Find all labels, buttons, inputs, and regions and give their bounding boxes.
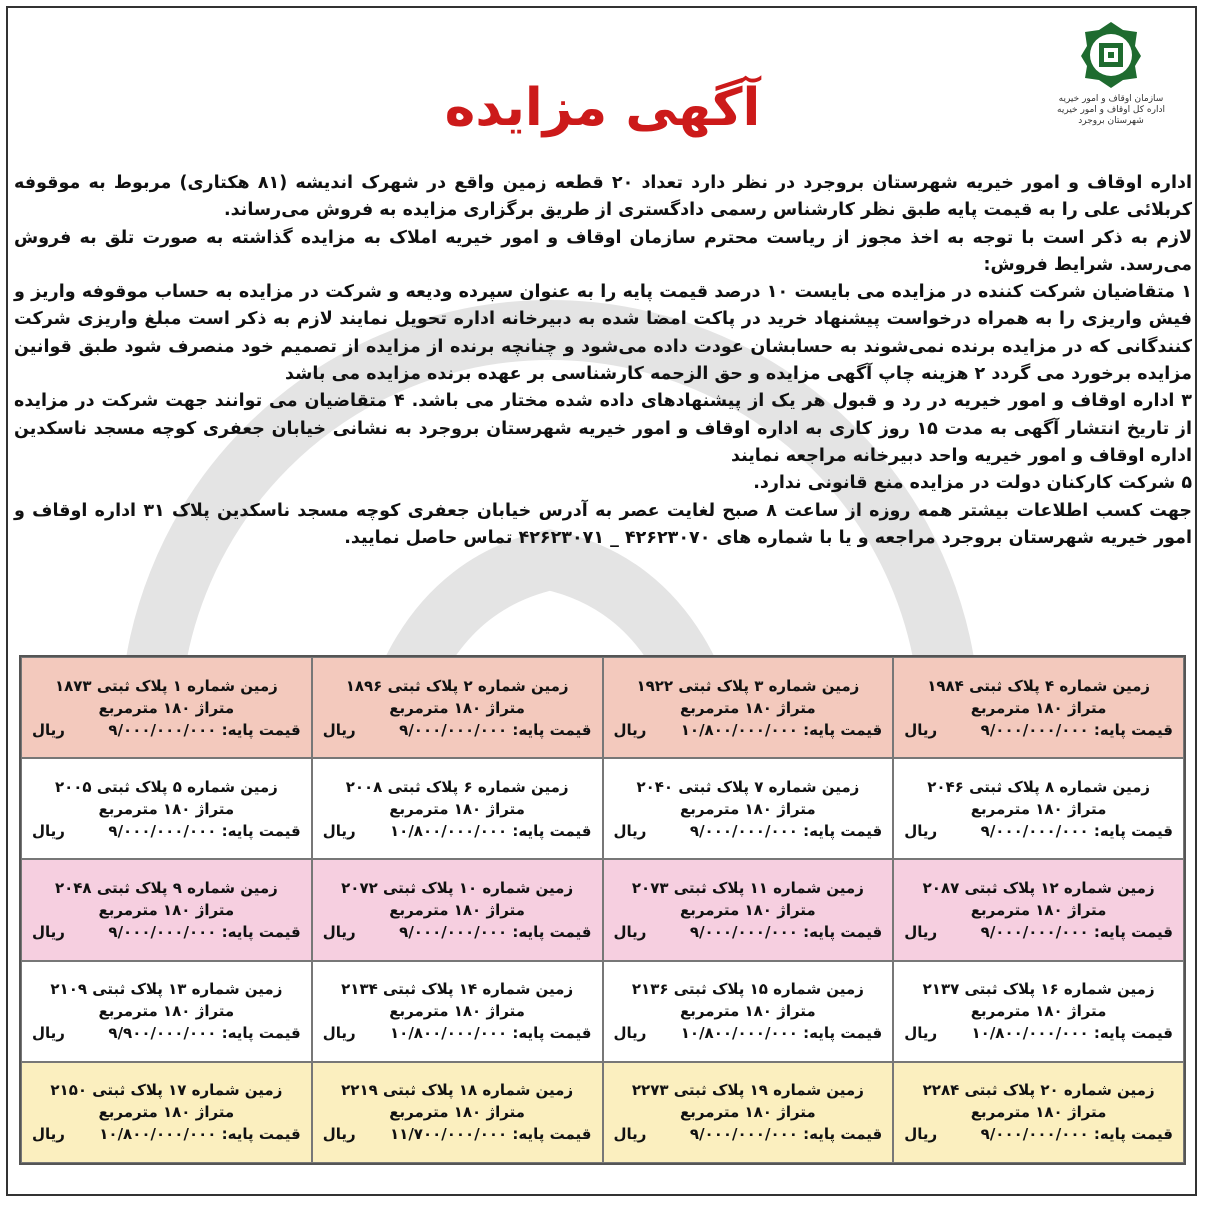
lot-title: زمین شماره ۶ پلاک ثبتی ۲۰۰۸ [345,777,569,796]
lot-area: متراژ ۱۸۰ مترمربع [98,900,235,919]
lot-title: زمین شماره ۷ پلاک ثبتی ۲۰۴۰ [636,777,860,796]
lot-cell [312,657,603,758]
lot-price-value: قیمت پایه: ۱۱/۷۰۰/۰۰۰/۰۰۰ [390,1125,592,1144]
lot-area: متراژ ۱۸۰ مترمربع [680,900,816,919]
lot-price-value: قیمت پایه: ۹/۰۰۰/۰۰۰/۰۰۰ [689,821,883,840]
lot-title: زمین شماره ۱۰ پلاک ثبتی ۲۰۷۲ [341,878,574,897]
lot-area: متراژ ۱۸۰ مترمربع [389,698,525,717]
lot-price-unit: ریال [322,821,356,840]
condition-5-paragraph: ۵ شرکت کارکنان دولت در مزایده منع قانونی ندارد. [753,473,1192,494]
lot-area: متراژ ۱۸۰ مترمربع [680,1002,816,1021]
lot-price-unit: ریال [322,1125,356,1144]
lot-price-value: قیمت پایه: ۹/۰۰۰/۰۰۰/۰۰۰ [980,821,1173,840]
lot-price [608,719,889,741]
lot-cell [21,1062,312,1163]
lot-price-value: قیمت پایه: ۱۰/۸۰۰/۰۰۰/۰۰۰ [99,1125,301,1144]
lot-cell [21,758,312,859]
lot-price-value: قیمت پایه: ۹/۰۰۰/۰۰۰/۰۰۰ [108,821,301,840]
lot-price [898,1022,1179,1044]
lot-title: زمین شماره ۴ پلاک ثبتی ۱۹۸۴ [927,676,1151,695]
lot-cell [312,961,603,1062]
lot-cell [603,657,894,758]
intro-paragraph: اداره اوقاف و امور خیریه شهرستان بروجرد در نظر دارد تعداد ۲۰ قطعه زمین واقع در شهرک اندیشه (۸۱ هکتاری) مربوط به موقوفه کربلائی علی را به قیمت پایه طبق نظر کارشناس رسمی دادگستری از طریق برگزاری مزایده به فروش می‌رساند. [14,173,1192,221]
lot-cell [312,758,603,859]
lot-price-value: قیمت پایه: ۹/۰۰۰/۰۰۰/۰۰۰ [399,922,592,941]
lot-cell [603,758,894,859]
lot-price [26,1022,307,1044]
lot-price [26,921,307,943]
lot-title: زمین شماره ۱۴ پلاک ثبتی ۲۱۳۴ [341,980,574,999]
lot-area: متراژ ۱۸۰ مترمربع [98,698,235,717]
lot-cell [21,961,312,1062]
lot-price-value: قیمت پایه: ۹/۰۰۰/۰۰۰/۰۰۰ [689,1125,883,1144]
lot-price [898,921,1179,943]
lot-price-unit: ریال [613,1024,647,1043]
lot-price-unit: ریال [613,922,647,941]
lot-price-unit: ریال [322,720,356,739]
condition-1-2-paragraph: ۱ متقاضیان شرکت کننده در مزایده می بایست ۱۰ درصد قیمت پایه را به عنوان سپرده ودیعه و شرکت در مزایده به حساب موقوفه واریز و فیش واریزی را به همراه درخواست پیشنهاد خرید در پاکت امضا شده به دبیرخانه اداره تحویل نمایند لازم به ذکر است مبلغ واریزی شرکت کنندگانی که در مزایده برنده نمی‌شوند به حسابشان عودت داده می‌شود و چنانچه برنده از مزایده از تصمیم خود منصرف شود طبق قوانین مزایده برخورد می گردد ۲ هزینه چاپ آگهی مزایده و حق الزحمه کارشناسی بر عهده برنده مزایده می باشد [14,282,1192,385]
lot-title: زمین شماره ۱۶ پلاک ثبتی ۲۱۳۷ [922,980,1155,999]
lot-price [317,820,598,842]
lot-price [608,921,889,943]
lot-area: متراژ ۱۸۰ مترمربع [970,1002,1107,1021]
lot-price-value: قیمت پایه: ۹/۰۰۰/۰۰۰/۰۰۰ [980,720,1173,739]
lot-area: متراژ ۱۸۰ مترمربع [98,1002,235,1021]
lot-price [26,820,307,842]
lot-area: متراژ ۱۸۰ مترمربع [970,799,1107,818]
lot-title: زمین شماره ۵ پلاک ثبتی ۲۰۰۵ [54,777,278,796]
lot-price-unit: ریال [322,1024,356,1043]
lot-price [898,719,1179,741]
lot-price [898,1123,1179,1145]
lot-area: متراژ ۱۸۰ مترمربع [970,900,1107,919]
lot-cell [312,859,603,960]
lot-title: زمین شماره ۱۱ پلاک ثبتی ۲۰۷۳ [631,878,864,897]
lot-price-value: قیمت پایه: ۹/۰۰۰/۰۰۰/۰۰۰ [108,922,301,941]
lot-area: متراژ ۱۸۰ مترمربع [389,900,525,919]
lot-price-unit: ریال [322,922,356,941]
lot-area: متراژ ۱۸۰ مترمربع [680,1103,816,1122]
lot-area: متراژ ۱۸۰ مترمربع [98,1103,235,1122]
lot-title: زمین شماره ۱ پلاک ثبتی ۱۸۷۳ [54,676,278,695]
lot-price-unit: ریال [613,821,647,840]
lot-area: متراژ ۱۸۰ مترمربع [98,799,235,818]
lot-title: زمین شماره ۱۳ پلاک ثبتی ۲۱۰۹ [50,980,283,999]
lot-price-unit: ریال [32,922,65,941]
lot-price-value: قیمت پایه: ۹/۰۰۰/۰۰۰/۰۰۰ [980,922,1173,941]
logo-caption-1: سازمان اوقاف و امور خیریه [1058,94,1164,104]
lot-price [317,921,598,943]
lot-price-unit: ریال [32,1024,65,1043]
lot-title: زمین شماره ۱۷ پلاک ثبتی ۲۱۵۰ [50,1081,283,1100]
lot-area: متراژ ۱۸۰ مترمربع [680,799,816,818]
lot-price [608,1022,889,1044]
lot-price-unit: ریال [904,922,938,941]
lot-title: زمین شماره ۱۵ پلاک ثبتی ۲۱۳۶ [631,980,864,999]
lots-table [19,655,1186,1165]
lot-area: متراژ ۱۸۰ مترمربع [389,799,525,818]
lot-cell [893,758,1184,859]
lot-price-value: قیمت پایه: ۱۰/۸۰۰/۰۰۰/۰۰۰ [680,1024,883,1043]
lot-cell [603,859,894,960]
lot-title: زمین شماره ۱۲ پلاک ثبتی ۲۰۸۷ [922,878,1155,897]
lot-title: زمین شماره ۱۹ پلاک ثبتی ۲۲۷۳ [631,1081,864,1100]
lot-cell [893,657,1184,758]
lot-price [317,1123,598,1145]
lot-price [26,1123,307,1145]
lot-price [608,1123,889,1145]
lot-price-value: قیمت پایه: ۹/۰۰۰/۰۰۰/۰۰۰ [399,720,592,739]
lot-price-unit: ریال [613,1125,647,1144]
lot-cell [312,1062,603,1163]
lot-price-value: قیمت پایه: ۹/۰۰۰/۰۰۰/۰۰۰ [108,720,301,739]
lot-area: متراژ ۱۸۰ مترمربع [680,698,816,717]
condition-3-4-paragraph: ۳ اداره اوقاف و امور خیریه در رد و قبول هر یک از پیشنهادهای داده شده مختار می باشد. ۴ متقاضیان می توانند جهت شرکت در مزایده از تاریخ انتشار آگهی به مدت ۱۵ روز کاری به اداره اوقاف و امور خیریه شهرستان بروجرد به نشانی خیابان جعفری کوچه مسجد ناسکدین اداره اوقاف و امور خیریه واحد دبیرخانه مراجعه نمایند [14,391,1192,466]
lot-title: زمین شماره ۲ پلاک ثبتی ۱۸۹۶ [345,676,569,695]
lot-title: زمین شماره ۲۰ پلاک ثبتی ۲۲۸۴ [922,1081,1155,1100]
lot-price-value: قیمت پایه: ۱۰/۸۰۰/۰۰۰/۰۰۰ [390,1024,592,1043]
lot-title: زمین شماره ۸ پلاک ثبتی ۲۰۴۶ [927,777,1151,796]
lot-price-unit: ریال [32,720,65,739]
lot-price-value: قیمت پایه: ۹/۹۰۰/۰۰۰/۰۰۰ [108,1024,301,1043]
lot-price-unit: ریال [32,1125,65,1144]
lot-price [898,820,1179,842]
lot-price-unit: ریال [904,1024,938,1043]
lot-cell [21,657,312,758]
contact-paragraph: جهت کسب اطلاعات بیشتر همه روزه از ساعت ۸ صبح لغایت عصر به آدرس خیابان جعفری کوچه مسجد ناسکدین پلاک ۳۱ اداره اوقاف و امور خیریه شهرستان بروجرد مراجعه و یا با شماره های ۴۲۶۲۳۰۷۰ _ ۴۲۶۲۳۰۷۱ تماس حاصل نمایید. [14,500,1192,548]
license-paragraph: لازم به ذکر است با توجه به اخذ مجوز از ریاست محترم سازمان اوقاف و امور خیریه املاک به مزایده گذاشته به صورت تلق به فروش می‌رسد. شرایط فروش: [14,227,1192,275]
lot-title: زمین شماره ۹ پلاک ثبتی ۲۰۴۸ [54,878,278,897]
lot-price-unit: ریال [904,720,938,739]
lot-cell [893,961,1184,1062]
logo-caption-2: اداره کل اوقاف و امور خیریه شهرستان بروجرد [1057,105,1165,126]
lot-price-value: قیمت پایه: ۱۰/۸۰۰/۰۰۰/۰۰۰ [971,1024,1173,1043]
lot-title: زمین شماره ۳ پلاک ثبتی ۱۹۲۲ [636,676,860,695]
lot-price-unit: ریال [904,821,938,840]
lot-price-unit: ریال [613,720,647,739]
lot-price-value: قیمت پایه: ۱۰/۸۰۰/۰۰۰/۰۰۰ [680,720,883,739]
lot-price [26,719,307,741]
lot-cell [603,1062,894,1163]
lot-cell [893,859,1184,960]
lot-price-value: قیمت پایه: ۹/۰۰۰/۰۰۰/۰۰۰ [689,922,883,941]
lot-cell [603,961,894,1062]
lot-cell [893,1062,1184,1163]
lot-price [608,820,889,842]
lot-price-value: قیمت پایه: ۹/۰۰۰/۰۰۰/۰۰۰ [980,1125,1173,1144]
lot-title: زمین شماره ۱۸ پلاک ثبتی ۲۲۱۹ [341,1081,574,1100]
lot-area: متراژ ۱۸۰ مترمربع [970,698,1107,717]
lot-price [317,1022,598,1044]
lot-cell [21,859,312,960]
lot-price-value: قیمت پایه: ۱۰/۸۰۰/۰۰۰/۰۰۰ [390,821,592,840]
lot-area: متراژ ۱۸۰ مترمربع [389,1103,525,1122]
lot-price-unit: ریال [904,1125,938,1144]
page-title: آگهی مزایده [444,78,761,138]
lot-price [317,719,598,741]
lot-area: متراژ ۱۸۰ مترمربع [970,1103,1107,1122]
ad-body [14,170,1192,552]
lot-price-unit: ریال [32,821,65,840]
lot-area: متراژ ۱۸۰ مترمربع [389,1002,525,1021]
